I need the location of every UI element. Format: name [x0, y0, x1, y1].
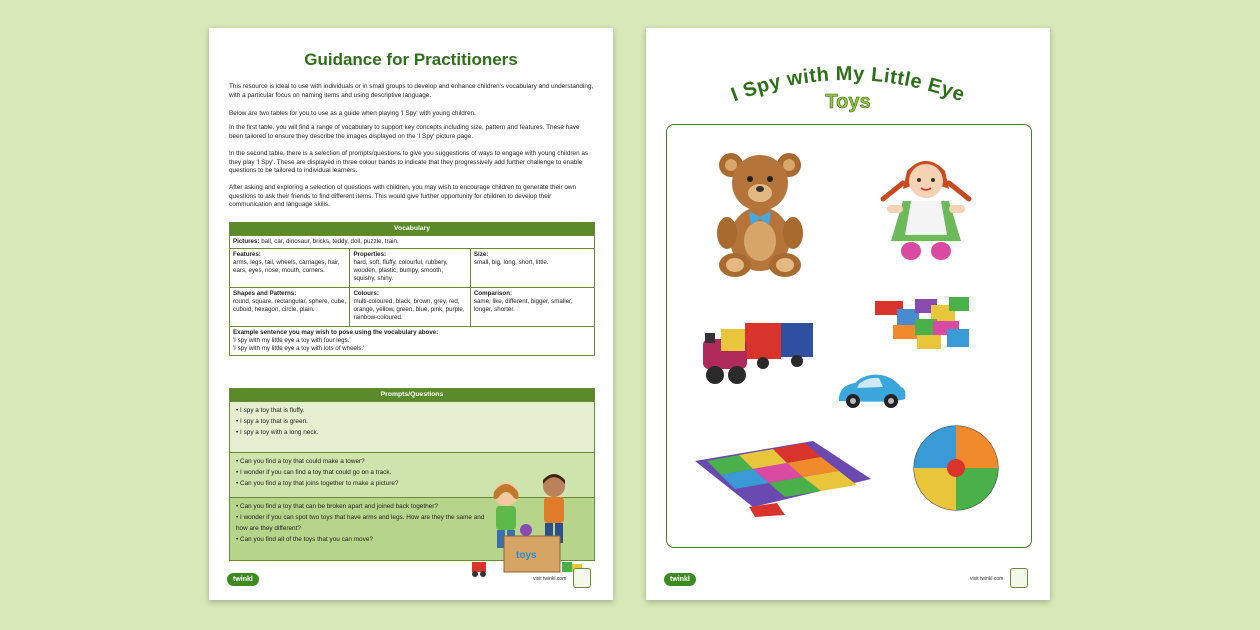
vocabulary-header: Vocabulary	[230, 223, 595, 236]
toy-car-image	[835, 371, 909, 411]
toy-box-label: toys	[516, 550, 537, 561]
teddy-bear-image	[713, 149, 807, 279]
features-cell: Features: arms, legs, tail, wheels, carriages, hair, ears, eyes, nose, mouth, corners.	[230, 249, 350, 288]
twinkl-logo: twinkl	[227, 573, 259, 586]
page-title: Guidance for Practitioners	[304, 50, 518, 69]
first-table-paragraph: In the first table, you will find a range of vocabulary to support key concepts including size, pattern and features. These have been tailored to ensure they describe the images displayed on the 'I Spy' picture page.	[229, 124, 580, 140]
prompt-item: • Can you find a toy that joins together to make a picture?	[236, 480, 399, 487]
pictures-cell: Pictures: ball, car, dinosaur, bricks, teddy, doll, puzzle, train.	[230, 236, 595, 249]
size-cell: Size: small, big, long, short, little.	[470, 249, 594, 288]
toys-picture-box	[666, 124, 1032, 548]
beach-ball-image	[911, 423, 1001, 513]
prompt-item: • Can you find a toy that could make a tower?	[236, 458, 365, 465]
second-table-paragraph: In the second table, there is a selection of prompts/questions to give you suggestions of ways to engage with young children as they play 'I Spy'. These are displayed in three colour bands to indicate that they progressively add further challenge to enable questions to be tailored to individual learners.	[229, 150, 589, 175]
heading-line-2: Toys	[825, 91, 871, 113]
doll-image	[877, 149, 975, 261]
footer-url: visit twinkl.com	[970, 576, 1004, 582]
comparison-cell: Comparison: same, like, different, bigger, smaller, longer, shorter.	[470, 288, 594, 327]
prompt-item: • I wonder if you can spot two toys that have arms and legs. How are they the same and how are they different?	[236, 514, 485, 532]
closing-paragraph: After asking and exploring a selection of questions with children, you may wish to encourage children to generate their own questions to ask their friends to find different items. This would give further opportunity for children to develop their communication and language skills.	[229, 184, 577, 209]
example-cell: Example sentence you may wish to pose using the vocabulary above: 'I spy with my little eye a toy with four legs.' 'I spy with my little eye a toy with lots of wheels.'	[230, 327, 595, 356]
toy-train-image	[697, 315, 817, 391]
i-spy-heading	[646, 28, 1050, 128]
intro-paragraph: This resource is ideal to use with individuals or in small groups to develop and enhance children's vocabulary and understanding, with a particular focus on naming items and using descriptive language.	[229, 83, 594, 99]
i-spy-picture-page	[646, 28, 1050, 600]
prompt-item: • I wonder if you can find a toy that could go on a track.	[236, 469, 392, 476]
prompts-band-1	[229, 402, 595, 453]
prompt-item: • I spy a toy with a long neck.	[236, 429, 319, 436]
prompts-header: Prompts/Questions	[229, 388, 595, 402]
twinkl-logo: twinkl	[664, 573, 696, 586]
tables-paragraph: Below are two tables for you to use as a guide when playing 'I Spy' with young children.	[229, 110, 476, 117]
building-bricks-image	[871, 295, 973, 353]
properties-cell: Properties: hard, soft, fluffy, colourful, rubbery, wooden, plastic, bumpy, smooth, squishy, shiny.	[350, 249, 470, 288]
prompt-item: • I spy a toy that is green.	[236, 418, 308, 425]
colours-cell: Colours: multi-coloured, black, brown, grey, red, orange, yellow, green, blue, pink, purple, rainbow-coloured.	[350, 288, 470, 327]
quality-badge-icon	[573, 568, 591, 588]
quality-badge-icon	[1010, 568, 1028, 588]
children-playing-illustration	[464, 458, 594, 586]
prompt-item: • I spy a toy that is fluffy.	[236, 407, 305, 414]
guidance-page	[209, 28, 613, 600]
vocabulary-table	[229, 222, 595, 356]
heading-line-1: I Spy with My Little Eye	[728, 62, 968, 107]
prompt-item: • Can you find a toy that can be broken apart and joined back together?	[236, 503, 438, 510]
prompt-item: • Can you find all of the toys that you can move?	[236, 536, 373, 543]
footer-url: visit twinkl.com	[533, 576, 567, 582]
jigsaw-puzzle-image	[693, 439, 873, 519]
shapes-cell: Shapes and Patterns: round, square, rectangular, sphere, cube, cuboid, hexagon, circle, plain.	[230, 288, 350, 327]
